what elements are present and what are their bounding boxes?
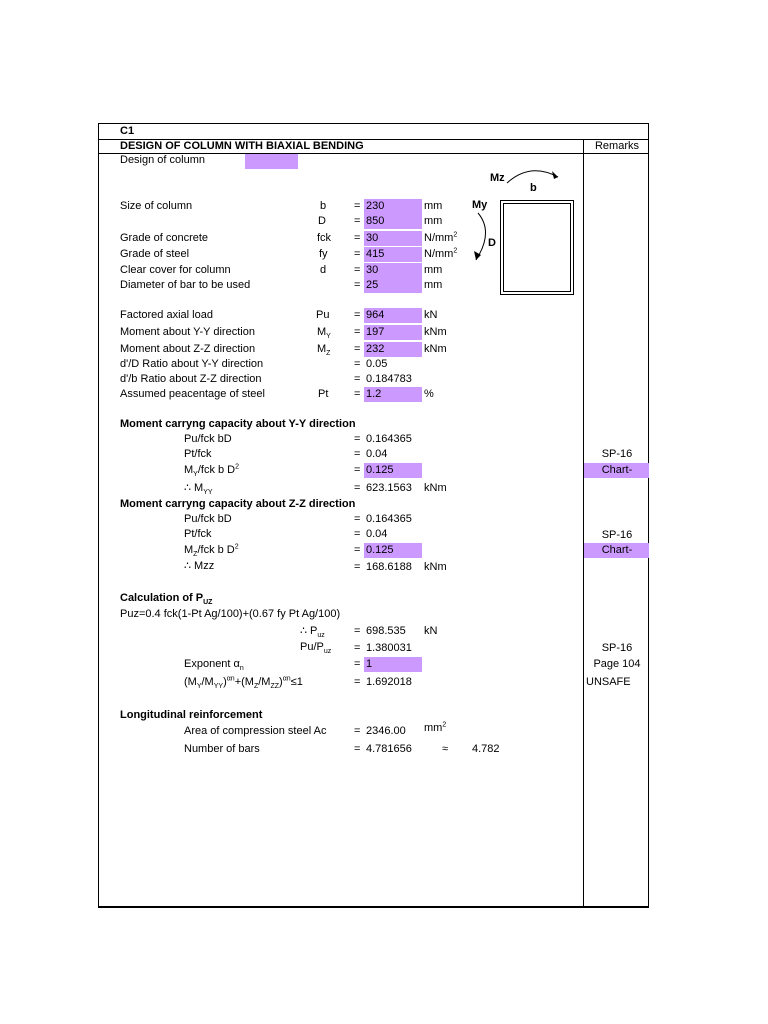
equals-sign: = <box>354 676 361 688</box>
pt-symbol: Pt <box>318 388 329 400</box>
compression-steel-label: Area of compression steel Ac <box>184 725 327 737</box>
b-value: 230 <box>366 200 385 212</box>
yy-pt-fck-label: Pt/fck <box>184 448 212 460</box>
puz-formula: Puz=0.4 fck(1-Pt Ag/100)+(0.67 fy Pt Ag/100) <box>120 608 341 620</box>
equals-sign: = <box>354 264 361 276</box>
equals-sign: = <box>354 326 361 338</box>
zz-pt-fck-label: Pt/fck <box>184 528 212 540</box>
fck-value: 30 <box>366 232 379 244</box>
sheet-id: C1 <box>120 125 135 137</box>
pu-puz-label: $Pu/P_{uz}$ <box>300 641 332 656</box>
cover-value: 30 <box>366 264 379 276</box>
interaction-check-label: $(M_Y/M_{YY})^{\alpha n}+(M_Z/M_{ZZ})^{\alpha n}\le 1$ <box>184 675 303 691</box>
puz-value: 698.535 <box>366 625 406 637</box>
b-unit: mm <box>424 200 443 212</box>
column-name-input[interactable] <box>245 154 298 169</box>
yy-result-value: 623.1563 <box>366 482 412 494</box>
equals-sign: = <box>354 232 361 244</box>
fy-symbol: fy <box>319 248 328 260</box>
yy-remark-chart: Chart- <box>601 464 633 476</box>
bar-diameter-unit: mm <box>424 279 443 291</box>
clear-cover-label: Clear cover for column <box>120 264 231 276</box>
diagram-b-label: b <box>530 182 537 194</box>
equals-sign: = <box>354 433 361 445</box>
number-of-bars-label: Number of bars <box>184 743 260 755</box>
equals-sign: = <box>354 482 361 494</box>
puz-remark-page: Page 104 <box>593 658 641 670</box>
zz-result-label: ∴ Mzz <box>184 560 215 572</box>
grade-of-steel-label: Grade of steel <box>120 248 190 260</box>
number-of-bars-value: 4.781656 <box>366 743 412 755</box>
pu-value: 964 <box>366 309 385 321</box>
steel-percentage-label: Assumed peacentage of steel <box>120 388 265 400</box>
equals-sign: = <box>354 513 361 525</box>
equals-sign: = <box>354 248 361 260</box>
cover-symbol: d <box>320 264 327 276</box>
my-value: 197 <box>366 326 385 338</box>
equals-sign: = <box>354 200 361 212</box>
yy-m-ratio-label: $M_Y$/fck b $D^2$ <box>184 463 240 479</box>
puz-remark-sp16: SP-16 <box>601 642 633 654</box>
diagram-d-label: D <box>488 237 496 249</box>
fy-unit: $N/mm^2$ <box>424 247 458 260</box>
pu-symbol: Pu <box>316 309 330 321</box>
puz-label: ∴ $P_{uz}$ <box>300 625 325 640</box>
zz-pu-fck-label: Pu/fck bD <box>184 513 232 525</box>
fy-value: 415 <box>366 248 385 260</box>
equals-sign: = <box>354 743 361 755</box>
column-inner-outline <box>503 203 571 292</box>
zz-m-ratio-value: 0.125 <box>366 544 394 556</box>
mz-symbol: $M_Z$ <box>317 343 331 358</box>
equals-sign: = <box>354 358 361 370</box>
remarks-header: Remarks <box>594 140 639 152</box>
equals-sign: = <box>354 279 361 291</box>
number-of-bars-rounded: 4.782 <box>472 743 500 755</box>
zz-result-value: 168.6188 <box>366 561 412 573</box>
grade-of-concrete-label: Grade of concrete <box>120 232 209 244</box>
zz-m-ratio-label: $M_Z$/fck b $D^2$ <box>184 543 239 559</box>
yy-pu-fck-label: Pu/fck bD <box>184 433 232 445</box>
fck-unit: $N/mm^2$ <box>424 231 458 244</box>
my-arrow-icon <box>476 213 486 260</box>
equals-sign: = <box>354 658 361 670</box>
d-unit: mm <box>424 215 443 227</box>
equals-sign: = <box>354 343 361 355</box>
ratio-yy-label: d'/D Ratio about Y-Y direction <box>120 358 264 370</box>
equals-sign: = <box>354 544 361 556</box>
equals-sign: = <box>354 388 361 400</box>
equals-sign: = <box>354 725 361 737</box>
my-unit: kNm <box>424 326 447 338</box>
pt-value: 1.2 <box>366 388 382 400</box>
equals-sign: = <box>354 448 361 460</box>
equals-sign: = <box>354 625 361 637</box>
zz-pu-fck-value: 0.164365 <box>366 513 412 525</box>
my-symbol: $M_Y$ <box>317 326 331 341</box>
d-symbol: D <box>318 215 326 227</box>
equals-sign: = <box>354 561 361 573</box>
remarks-column-divider <box>583 139 584 908</box>
moment-yy-label: Moment about Y-Y direction <box>120 326 255 338</box>
yy-section-heading: Moment carryng capacity about Y-Y direction <box>120 418 356 430</box>
mz-value: 232 <box>366 343 385 355</box>
yy-m-ratio-value: 0.125 <box>366 464 394 476</box>
bar-diameter-value: 25 <box>366 279 379 291</box>
zz-pt-fck-value: 0.04 <box>366 528 388 540</box>
diagram-my-label: My <box>472 199 488 211</box>
unsafe-status: UNSAFE <box>586 676 631 688</box>
exponent-value: 1 <box>366 658 373 670</box>
equals-sign: = <box>354 309 361 321</box>
zz-remark-chart: Chart- <box>601 544 633 556</box>
approx-symbol: ≈ <box>442 743 449 755</box>
factored-axial-load-label: Factored axial load <box>120 309 213 321</box>
pt-unit: % <box>424 388 434 400</box>
puz-unit: kN <box>424 625 438 637</box>
bar-diameter-label: Diameter of bar to be used <box>120 279 251 291</box>
design-of-column-label: Design of column <box>120 154 205 166</box>
pu-puz-value: 1.380031 <box>366 642 412 654</box>
equals-sign: = <box>354 215 361 227</box>
zz-remark-sp16: SP-16 <box>601 529 633 541</box>
ratio-zz-label: d'/b Ratio about Z-Z direction <box>120 373 262 385</box>
equals-sign: = <box>354 464 361 476</box>
puz-section-heading: Calculation of $P_{UZ}$ <box>120 592 213 607</box>
zz-section-heading: Moment carryng capacity about Z-Z direction <box>120 498 356 510</box>
size-of-column-label: Size of column <box>120 200 193 212</box>
exponent-label: Exponent $\alpha_n$ <box>184 658 244 673</box>
pu-unit: kN <box>424 309 438 321</box>
fck-symbol: fck <box>317 232 332 244</box>
interaction-check-value: 1.692018 <box>366 676 412 688</box>
equals-sign: = <box>354 528 361 540</box>
cover-unit: mm <box>424 264 443 276</box>
yy-remark-sp16: SP-16 <box>601 448 633 460</box>
compression-steel-value: 2346.00 <box>366 725 406 737</box>
yy-result-unit: kNm <box>424 482 447 494</box>
exponent-input[interactable] <box>364 657 422 672</box>
d-value: 850 <box>366 215 385 227</box>
b-symbol: b <box>320 200 327 212</box>
ratio-zz-value: 0.184783 <box>366 373 412 385</box>
compression-steel-unit: $mm^2$ <box>424 721 447 734</box>
reinforcement-heading: Longitudinal reinforcement <box>120 709 263 721</box>
yy-result-label: ∴ $M_{YY}$ <box>184 482 213 497</box>
moment-zz-label: Moment about Z-Z direction <box>120 343 256 355</box>
yy-pt-fck-value: 0.04 <box>366 448 388 460</box>
diagram-mz-label: Mz <box>490 172 505 184</box>
page-title: DESIGN OF COLUMN WITH BIAXIAL BENDING <box>120 140 364 152</box>
equals-sign: = <box>354 642 361 654</box>
equals-sign: = <box>354 373 361 385</box>
yy-pu-fck-value: 0.164365 <box>366 433 412 445</box>
zz-result-unit: kNm <box>424 561 447 573</box>
ratio-yy-value: 0.05 <box>366 358 388 370</box>
mz-unit: kNm <box>424 343 447 355</box>
